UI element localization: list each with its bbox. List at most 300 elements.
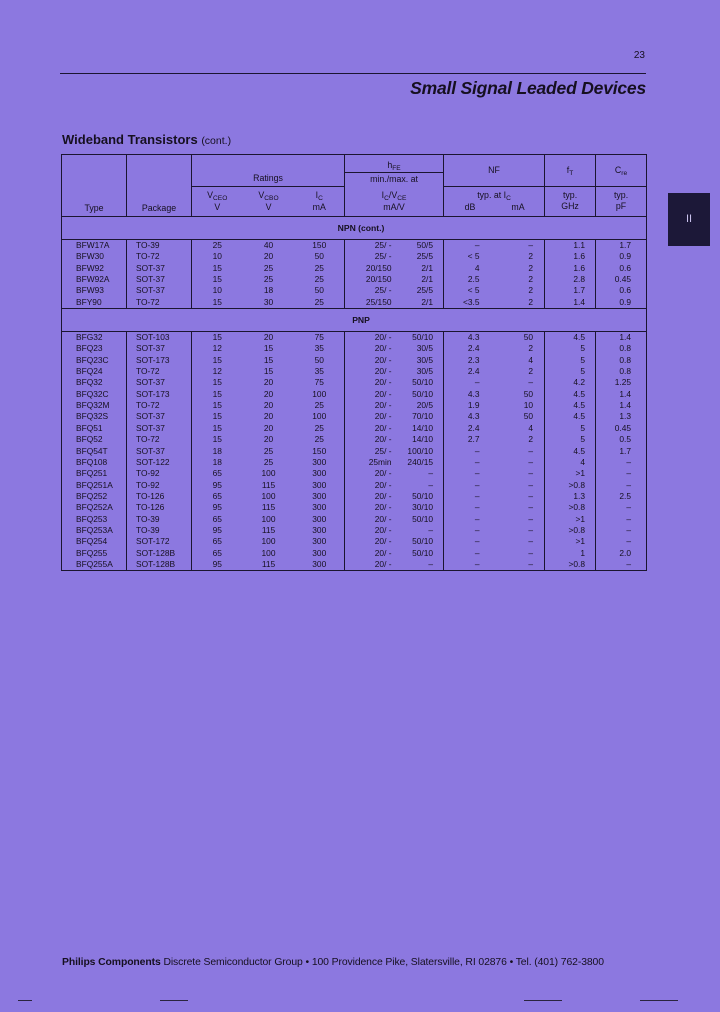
cell-ft: 5 — [545, 434, 596, 445]
cell-cre: 1.4 — [596, 400, 647, 411]
col-hfe-slash: /V — [388, 189, 398, 200]
cell-package: SOT-37 — [127, 423, 192, 434]
wideband-transistors-table — [61, 154, 647, 571]
cell-type: BFQ51 — [62, 423, 127, 434]
npn-table-row — [62, 274, 647, 285]
pnp-table-row — [62, 468, 647, 479]
cell-nf-db: – — [474, 513, 480, 524]
cell-ft: 1 — [545, 548, 596, 559]
cell-type: BFQ23 — [62, 343, 127, 354]
cell-ic: 35 — [295, 366, 345, 377]
col-cre-label: C — [614, 164, 622, 175]
col-ic-sub: C — [318, 195, 323, 202]
pnp-table-row — [62, 332, 647, 344]
cell-nf-ma: 2 — [492, 297, 545, 309]
cell-vceo: 15 — [212, 434, 222, 445]
col-ic — [295, 187, 345, 217]
cell-nf-ma: – — [492, 525, 545, 536]
pnp-table-row — [62, 536, 647, 547]
col-vcbo-sub: CBO — [264, 195, 279, 202]
col-hfe-conditions — [345, 187, 444, 217]
footer-text: Discrete Semiconductor Group • 100 Providence Pike, Slatersville, RI 02876 • Tel. (401) 762-3800 — [160, 957, 604, 968]
cell-nf-db: 2.4 — [467, 366, 480, 377]
col-vceo-sub: CEO — [213, 195, 228, 202]
col-ic-unit: mA — [312, 202, 326, 212]
pnp-table-row — [62, 377, 647, 388]
npn-table-row — [62, 263, 647, 274]
cell-nf-ma: 2 — [492, 434, 545, 445]
cell-ic: 35 — [295, 343, 345, 354]
cell-hfe-min: 25/ - — [345, 240, 394, 252]
col-vceo — [192, 187, 243, 217]
col-hfe-unit: mA/V — [383, 201, 405, 212]
cell-nf-db: 4 — [474, 262, 480, 273]
cell-nf-db: – — [474, 547, 480, 558]
cell-vceo: 65 — [212, 490, 222, 501]
pnp-table-row — [62, 343, 647, 354]
cell-ic: 300 — [295, 525, 345, 536]
cell-hfe-at: 2/1 — [394, 263, 444, 274]
cell-package: SOT-37 — [127, 274, 192, 285]
cell-cre: 1.7 — [596, 446, 647, 457]
cell-cre: – — [596, 468, 647, 479]
cell-vceo: 65 — [212, 547, 222, 558]
col-ft-sub: T — [569, 169, 574, 177]
npn-group-label: NPN (cont.) — [62, 217, 647, 240]
col-ft-typ: typ. — [562, 190, 578, 200]
cell-hfe-min: 20/ - — [374, 479, 392, 490]
cell-package: SOT-37 — [127, 377, 192, 388]
cell-package: TO-126 — [127, 491, 192, 502]
cell-hfe-at: – — [394, 480, 444, 491]
cell-nf-db: – — [474, 377, 480, 388]
cell-ft: 5 — [545, 423, 596, 434]
cell-vceo: 95 — [212, 479, 222, 490]
cell-hfe-min: 20/ - — [345, 332, 394, 344]
cell-hfe-min: 20/ - — [374, 468, 392, 479]
cell-package: TO-72 — [127, 297, 192, 309]
npn-group-row — [62, 217, 647, 240]
col-cre-typ: typ. — [613, 190, 629, 200]
cell-hfe-at: 50/10 — [394, 536, 444, 547]
pnp-section — [62, 309, 647, 571]
cell-ic: 300 — [295, 491, 345, 502]
cell-vcbo: 100 — [261, 490, 276, 501]
cell-hfe-at: 70/10 — [394, 411, 444, 422]
cell-type: BFQ23C — [62, 355, 127, 366]
cell-ft: >0.8 — [545, 502, 596, 513]
cell-cre: 0.8 — [596, 366, 647, 377]
cell-nf-db: – — [444, 240, 492, 252]
cell-nf-ma: – — [492, 491, 545, 502]
cell-cre: – — [596, 514, 647, 525]
cell-package: SOT-103 — [127, 332, 192, 344]
cell-ic: 25 — [295, 400, 345, 411]
cell-cre: 0.9 — [596, 251, 647, 262]
pnp-table-row — [62, 525, 647, 536]
cell-vceo: 15 — [192, 332, 243, 344]
cell-hfe-at: 14/10 — [394, 434, 444, 445]
cell-ic: 300 — [295, 536, 345, 547]
cell-cre: 0.8 — [596, 355, 647, 366]
cell-ft: 4.2 — [545, 377, 596, 388]
cell-vcbo: 20 — [263, 411, 274, 422]
cell-type: BFQ254 — [62, 536, 127, 547]
cell-cre: 0.45 — [596, 274, 647, 285]
cell-nf-ma: 2 — [492, 366, 545, 377]
cell-package: TO-39 — [127, 240, 192, 252]
cell-vcbo: 30 — [243, 297, 295, 309]
cell-ft: 1.7 — [545, 285, 596, 296]
pnp-table-row — [62, 411, 647, 422]
cell-vceo: 10 — [212, 251, 222, 262]
cell-ic: 300 — [295, 468, 345, 479]
cell-nf-ma: 4 — [492, 355, 545, 366]
cell-package: SOT-173 — [127, 389, 192, 400]
npn-section — [62, 217, 647, 309]
cell-vcbo: 25 — [263, 274, 274, 285]
scan-mark — [640, 1000, 678, 1001]
cell-ic: 300 — [295, 457, 345, 468]
col-vcbo — [243, 187, 295, 217]
cell-vceo: 12 — [212, 366, 222, 377]
cell-ic: 300 — [295, 502, 345, 513]
col-cre-units — [596, 187, 647, 217]
cell-cre: 0.6 — [596, 263, 647, 274]
cell-cre: – — [596, 502, 647, 513]
col-ft-units — [545, 187, 596, 217]
col-package — [127, 155, 192, 217]
col-nf-conditions — [444, 187, 545, 217]
cell-package: TO-39 — [127, 514, 192, 525]
cell-hfe-at: 30/5 — [394, 355, 444, 366]
cell-hfe-min: 20/ - — [374, 366, 392, 377]
cell-type: BFW92 — [62, 263, 127, 274]
col-hfe-minmax-label: min./max. at — [370, 174, 418, 185]
cell-nf-db: 2.4 — [467, 422, 480, 433]
pnp-table-row — [62, 423, 647, 434]
pnp-table-row — [62, 389, 647, 400]
scan-mark — [524, 1000, 562, 1001]
cell-ft: >0.8 — [545, 559, 596, 571]
cell-cre: 0.45 — [596, 423, 647, 434]
cell-nf-db: – — [474, 468, 480, 479]
cell-vceo: 95 — [212, 524, 222, 535]
cell-nf-db: <3.5 — [444, 297, 492, 309]
cell-hfe-at: 50/10 — [394, 548, 444, 559]
cell-ft: >1 — [545, 514, 596, 525]
footer-company: Philips Components — [62, 957, 161, 968]
cell-hfe-min: 25/ - — [374, 285, 392, 296]
cell-cre: 1.7 — [596, 240, 647, 252]
cell-vcbo: 20 — [263, 422, 274, 433]
cell-package: SOT-37 — [127, 343, 192, 354]
cell-nf-ma: 2 — [492, 263, 545, 274]
cell-nf-db: – — [474, 536, 480, 547]
npn-table-row — [62, 251, 647, 262]
cell-type: BFQ52 — [62, 434, 127, 445]
cell-ic: 50 — [295, 355, 345, 366]
cell-nf-ma: – — [492, 377, 545, 388]
col-hfe — [345, 155, 444, 173]
cell-ic: 100 — [295, 411, 345, 422]
col-cre-unit: pF — [615, 201, 627, 211]
cell-vcbo: 20 — [263, 251, 274, 262]
cell-ic: 150 — [295, 446, 345, 457]
cell-vceo: 18 — [212, 456, 222, 467]
pnp-table-row — [62, 559, 647, 571]
cell-hfe-at: 2/1 — [394, 297, 444, 309]
col-ratings-label: Ratings — [253, 173, 283, 183]
pnp-table-row — [62, 548, 647, 559]
cell-ft: 1.1 — [545, 240, 596, 252]
cell-ft: 4.5 — [545, 389, 596, 400]
cell-vcbo: 115 — [261, 479, 276, 490]
cell-nf-db: – — [474, 456, 480, 467]
cell-type: BFQ32C — [62, 389, 127, 400]
col-ft-unit: GHz — [561, 201, 579, 211]
cell-nf-db: 2.4 — [467, 343, 480, 354]
cell-package: SOT-37 — [127, 411, 192, 422]
col-cre — [596, 155, 647, 187]
cell-type: BFW17A — [62, 240, 127, 252]
cell-cre: 0.5 — [596, 434, 647, 445]
col-type — [62, 155, 127, 217]
col-cre-sub: re — [621, 169, 628, 177]
cell-hfe-min: 20/ - — [374, 388, 392, 399]
cell-ft: 4.5 — [545, 446, 596, 457]
cell-ic: 300 — [295, 514, 345, 525]
cell-hfe-min: 20/ - — [374, 536, 392, 547]
cell-nf-db: 1.9 — [467, 400, 480, 411]
cell-hfe-at: 50/10 — [394, 377, 444, 388]
cell-ic: 25 — [295, 423, 345, 434]
cell-package: TO-92 — [127, 480, 192, 491]
cell-vcbo: 100 — [261, 547, 276, 558]
cell-cre: 0.9 — [596, 297, 647, 309]
table-title-cont: (cont.) — [201, 135, 232, 147]
cell-nf-ma: – — [492, 446, 545, 457]
cell-type: BFQ252 — [62, 491, 127, 502]
pnp-table-row — [62, 355, 647, 366]
cell-hfe-at: 25/5 — [394, 285, 444, 296]
pnp-table-row — [62, 514, 647, 525]
cell-vceo: 15 — [212, 262, 222, 273]
cell-hfe-min: 20/ - — [374, 354, 392, 365]
cell-package: SOT-172 — [127, 536, 192, 547]
cell-hfe-at: 30/5 — [394, 343, 444, 354]
cell-cre: 1.3 — [596, 411, 647, 422]
cell-nf-ma: 50 — [492, 389, 545, 400]
cell-package: SOT-173 — [127, 355, 192, 366]
cell-hfe-min: 20/ - — [374, 400, 392, 411]
col-nf-label: NF — [488, 165, 500, 175]
cell-nf-db: 4.3 — [467, 411, 480, 422]
cell-ic: 75 — [295, 377, 345, 388]
cell-type: BFW30 — [62, 251, 127, 262]
cell-vcbo: 25 — [263, 456, 274, 467]
table-title-text: Wideband Transistors — [62, 132, 198, 147]
cell-package: SOT-122 — [127, 457, 192, 468]
cell-hfe-min: 20/ - — [374, 434, 392, 445]
cell-type: BFQ253A — [62, 525, 127, 536]
scan-mark — [160, 1000, 188, 1001]
cell-nf-ma: – — [492, 559, 545, 571]
cell-hfe-min: 25/150 — [345, 297, 394, 309]
cell-ic: 25 — [295, 297, 345, 309]
cell-hfe-min: 20/ - — [374, 502, 392, 513]
cell-vceo: 15 — [212, 388, 222, 399]
cell-package: TO-92 — [127, 468, 192, 479]
cell-nf-db: – — [474, 524, 480, 535]
cell-nf-db: 4.3 — [467, 388, 480, 399]
cell-nf-db: 2.3 — [467, 354, 480, 365]
cell-nf-ma: – — [492, 536, 545, 547]
cell-hfe-at: 50/10 — [394, 514, 444, 525]
cell-vceo: 65 — [212, 536, 222, 547]
cell-cre: – — [596, 536, 647, 547]
col-ratings — [192, 155, 345, 187]
cell-vceo: 12 — [212, 343, 222, 354]
cell-type: BFW92A — [62, 274, 127, 285]
cell-ft: 1.6 — [545, 263, 596, 274]
cell-hfe-min: 20/150 — [365, 262, 392, 273]
cell-nf-db: – — [474, 490, 480, 501]
cell-type: BFQ255 — [62, 548, 127, 559]
cell-ic: 25 — [295, 434, 345, 445]
col-ft — [545, 155, 596, 187]
cell-vcbo: 40 — [243, 240, 295, 252]
cell-nf-db: 2.7 — [467, 434, 480, 445]
cell-vcbo: 18 — [263, 285, 274, 296]
cell-nf-ma: 10 — [492, 400, 545, 411]
pnp-table-row — [62, 502, 647, 513]
cell-hfe-min: 20/ - — [374, 513, 392, 524]
cell-hfe-min: 20/ - — [374, 490, 392, 501]
cell-hfe-min: 20/ - — [374, 422, 392, 433]
col-nf — [444, 155, 545, 187]
cell-ft: 4.5 — [545, 400, 596, 411]
col-package-label: Package — [141, 203, 177, 213]
cell-nf-ma: 2 — [492, 343, 545, 354]
cell-hfe-at: 30/5 — [394, 366, 444, 377]
cell-nf-ma: – — [492, 548, 545, 559]
cell-type: BFQ251 — [62, 468, 127, 479]
cell-cre: – — [596, 559, 647, 571]
cell-package: TO-126 — [127, 502, 192, 513]
cell-nf-db: < 5 — [467, 251, 480, 262]
npn-table-row — [62, 297, 647, 309]
cell-cre: 1.4 — [596, 332, 647, 344]
cell-vcbo: 25 — [263, 445, 274, 456]
cell-hfe-at: 25/5 — [394, 251, 444, 262]
cell-ic: 25 — [295, 263, 345, 274]
cell-vceo: 65 — [212, 513, 222, 524]
cell-cre: 2.0 — [596, 548, 647, 559]
cell-vcbo: 115 — [243, 559, 295, 571]
cell-type: BFY90 — [62, 297, 127, 309]
cell-package: TO-72 — [127, 400, 192, 411]
cell-ic: 75 — [295, 332, 345, 344]
cell-nf-ma: 2 — [492, 274, 545, 285]
cell-vceo: 65 — [212, 468, 222, 479]
cell-hfe-min: 25min — [368, 456, 392, 467]
cell-hfe-min: 20/ - — [374, 411, 392, 422]
cell-ft: 2.8 — [545, 274, 596, 285]
cell-ft: >1 — [545, 536, 596, 547]
page-number: 23 — [633, 50, 645, 61]
col-ft-label: f — [566, 164, 570, 175]
cell-nf-db: < 5 — [467, 285, 480, 296]
cell-nf-ma: 2 — [492, 251, 545, 262]
cell-nf-ma: – — [492, 240, 545, 252]
cell-vceo: 95 — [212, 502, 222, 513]
cell-nf-db: 4.3 — [444, 332, 492, 344]
cell-hfe-min: 20/ - — [374, 547, 392, 558]
cell-vcbo: 100 — [261, 513, 276, 524]
cell-hfe-min: 20/ - — [345, 559, 394, 571]
cell-package: TO-72 — [127, 366, 192, 377]
col-nf-ma: mA — [511, 202, 525, 212]
cell-hfe-at: 50/10 — [394, 332, 444, 344]
cell-cre: 1.25 — [596, 377, 647, 388]
cell-cre: 0.6 — [596, 285, 647, 296]
cell-hfe-at: – — [394, 559, 444, 571]
cell-ft: 1.4 — [545, 297, 596, 309]
cell-vceo: 10 — [212, 285, 222, 296]
cell-vcbo: 20 — [263, 377, 274, 388]
col-nf-typat-sub: C — [506, 195, 511, 202]
col-vceo-label: V — [207, 190, 214, 200]
cell-type: BFQ54T — [62, 446, 127, 457]
cell-vceo: 18 — [212, 445, 222, 456]
pnp-table-row — [62, 434, 647, 445]
cell-hfe-at: 2/1 — [394, 274, 444, 285]
cell-vcbo: 15 — [263, 354, 274, 365]
cell-package: TO-39 — [127, 525, 192, 536]
cell-vceo: 25 — [192, 240, 243, 252]
cell-hfe-min: 25/ - — [374, 251, 392, 262]
cell-package: SOT-128B — [127, 559, 192, 571]
cell-hfe-at: 240/15 — [394, 457, 444, 468]
cell-nf-ma: – — [492, 502, 545, 513]
cell-ft: 4 — [545, 457, 596, 468]
cell-hfe-min: 20/ - — [374, 343, 392, 354]
pnp-table-row — [62, 457, 647, 468]
cell-type: BFQ108 — [62, 457, 127, 468]
cell-type: BFQ32 — [62, 377, 127, 388]
cell-ic: 50 — [295, 285, 345, 296]
cell-ft: 1.6 — [545, 251, 596, 262]
cell-package: SOT-37 — [127, 285, 192, 296]
cell-ft: 1.3 — [545, 491, 596, 502]
cell-type: BFG32 — [62, 332, 127, 344]
cell-ft: 5 — [545, 355, 596, 366]
col-type-label: Type — [84, 203, 104, 213]
cell-vcbo: 20 — [263, 434, 274, 445]
cell-vcbo: 15 — [263, 366, 274, 377]
cell-type: BFQ32S — [62, 411, 127, 422]
cell-hfe-at: 50/10 — [394, 389, 444, 400]
col-nf-typat: typ. at I — [477, 190, 507, 200]
cell-ft: >1 — [545, 468, 596, 479]
pnp-group-row — [62, 309, 647, 332]
cell-cre: – — [596, 480, 647, 491]
cell-vcbo: 115 — [261, 524, 276, 535]
col-hfe-ic-sub: C — [384, 194, 389, 202]
cell-cre: 1.4 — [596, 389, 647, 400]
col-vcbo-label: V — [258, 190, 265, 200]
